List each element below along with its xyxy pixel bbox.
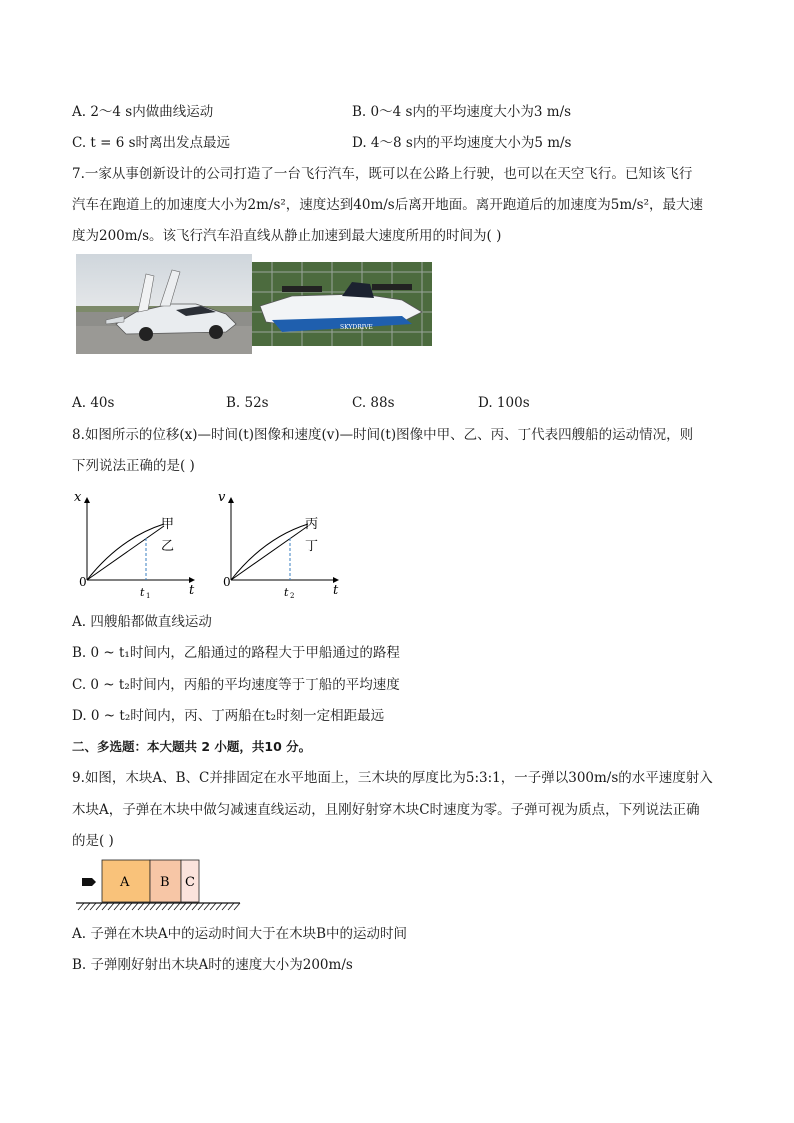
flying-car-photo-2 — [252, 262, 432, 346]
graph-v-t — [214, 486, 354, 602]
tick-t1-sub: 1 — [146, 592, 151, 600]
x-axis-label: t — [333, 583, 339, 598]
q8-option-b: B. 0 ~ t₁时间内，乙船通过的路程大于甲船通过的路程 — [72, 645, 400, 661]
ground-hatch — [78, 903, 240, 910]
q8-option-a: A. 四艘船都做直线运动 — [72, 614, 212, 630]
q8-option-c: C. 0 ~ t₂时间内，丙船的平均速度等于丁船的平均速度 — [72, 677, 400, 693]
q7-option-c: C. 88s — [352, 395, 395, 411]
y-axis-label: x — [74, 490, 82, 505]
wood-blocks-diagram — [74, 858, 244, 914]
q9-option-a: A. 子弹在木块A中的运动时间大于在木块B中的运动时间 — [72, 926, 408, 942]
q7-stem-line1: 7.一家从事创新设计的公司打造了一台飞行汽车，既可以在公路上行驶，也可以在天空飞行。已知该飞行 — [72, 166, 693, 182]
y-axis-label: v — [218, 490, 226, 505]
line-bing — [231, 526, 308, 580]
graph-x-t — [70, 486, 210, 602]
origin-label: 0 — [79, 575, 87, 589]
q7-option-b: B. 52s — [226, 395, 269, 411]
flying-car-photo-1 — [76, 254, 252, 354]
origin-label: 0 — [223, 575, 231, 589]
label-yi: 乙 — [161, 539, 175, 554]
label-bing: 丙 — [305, 517, 319, 532]
q7-option-d: D. 100s — [478, 395, 530, 411]
bullet-icon — [82, 878, 96, 886]
q7-option-a: A. 40s — [72, 395, 115, 411]
q8-stem-line1: 8.如图所示的位移(x)—时间(t)图像和速度(v)—时间(t)图像中甲、乙、丙、丁代表四艘船的运动情况，则 — [72, 427, 694, 443]
q6-option-a: A. 2～4 s内做曲线运动 — [72, 104, 214, 120]
q9-stem-line3: 的是( ) — [72, 833, 114, 849]
block-c-label: C — [185, 875, 195, 890]
q9-stem-line1: 9.如图，木块A、B、C并排固定在水平地面上，三木块的厚度比为5:3:1，一子弹以300m/s的水平速度射入 — [72, 770, 713, 786]
q6-option-b: B. 0～4 s内的平均速度大小为3 m/s — [352, 104, 572, 120]
line-jia — [87, 526, 164, 580]
tick-t2: t — [284, 586, 289, 599]
q8-option-d: D. 0 ~ t₂时间内，丙、丁两船在t₂时刻一定相距最远 — [72, 708, 385, 724]
section-heading-multiple-choice: 二、多选题：本大题共 2 小题，共10 分。 — [72, 739, 312, 754]
q8-stem-line2: 下列说法正确的是( ) — [72, 458, 195, 474]
x-axis-label: t — [189, 583, 195, 598]
q9-stem-line2: 木块A，子弹在木块中做匀减速直线运动，且刚好射穿木块C时速度为零。子弹可视为质点，下列说法正确 — [72, 802, 700, 818]
q9-option-b: B. 子弹刚好射出木块A时的速度大小为200m/s — [72, 957, 353, 973]
tick-t2-sub: 2 — [290, 592, 295, 600]
label-ding: 丁 — [305, 539, 319, 554]
q6-option-d: D. 4～8 s内的平均速度大小为5 m/s — [352, 135, 572, 151]
q6-option-c: C. t = 6 s时离出发点最远 — [72, 135, 231, 151]
q7-stem-line2: 汽车在跑道上的加速度大小为2m/s²，速度达到40m/s后离开地面。离开跑道后的加速度为5m/s²，最大速 — [72, 197, 704, 213]
tick-t1: t — [140, 586, 145, 599]
skydrive-logo-text: SKYDRIVE — [340, 324, 373, 331]
q7-stem-line3: 度为200m/s。该飞行汽车沿直线从静止加速到最大速度所用的时间为( ) — [72, 228, 502, 244]
block-a-label: A — [120, 875, 130, 890]
label-jia: 甲 — [161, 517, 175, 532]
block-b-label: B — [160, 875, 170, 890]
